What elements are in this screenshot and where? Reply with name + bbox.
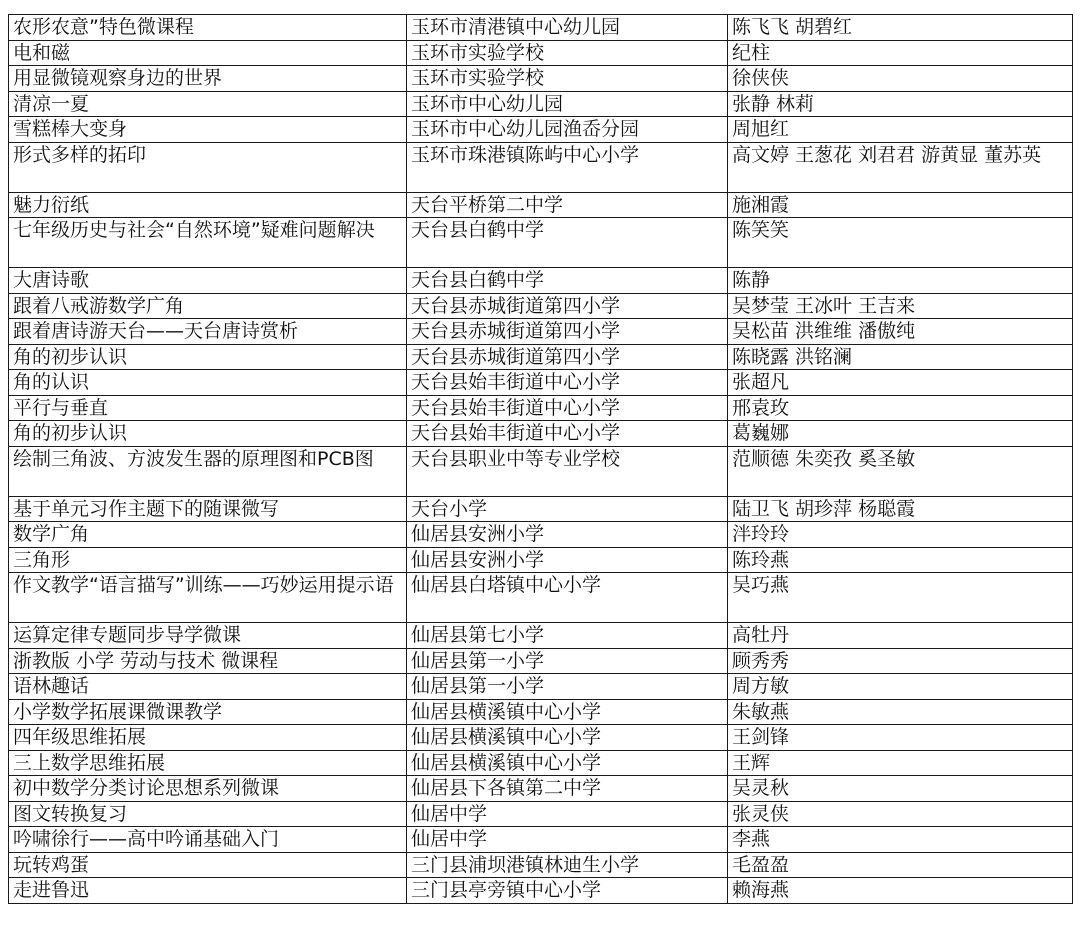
- table-row: [9, 91, 1073, 117]
- course-title-cell: 三上数学思维拓展: [9, 750, 407, 776]
- school-cell: 仙居县安洲小学: [407, 547, 728, 573]
- authors-cell: 顾秀秀: [728, 648, 1073, 674]
- authors-cell: 朱敏燕: [728, 699, 1073, 725]
- table-row: [9, 827, 1073, 853]
- school-cell: 仙居县白塔镇中心小学: [407, 573, 728, 623]
- school-cell: 天台县始丰街道中心小学: [407, 370, 728, 396]
- course-title-cell: 电和磁: [9, 40, 407, 66]
- course-title-cell: 图文转换复习: [9, 801, 407, 827]
- table-row: [9, 750, 1073, 776]
- course-title-cell: 绘制三角波、方波发生器的原理图和PCB图: [9, 446, 407, 496]
- table-row: [9, 344, 1073, 370]
- authors-cell: 陈玲燕: [728, 547, 1073, 573]
- authors-cell: 李燕: [728, 827, 1073, 853]
- authors-cell: 张静 林莉: [728, 91, 1073, 117]
- authors-cell: 陈晓露 洪铭澜: [728, 344, 1073, 370]
- course-title-cell: 浙教版 小学 劳动与技术 微课程: [9, 648, 407, 674]
- course-title-cell: 四年级思维拓展: [9, 725, 407, 751]
- table-row: [9, 40, 1073, 66]
- authors-cell: 毛盈盈: [728, 852, 1073, 878]
- school-cell: 仙居县横溪镇中心小学: [407, 699, 728, 725]
- course-table: [8, 14, 1073, 904]
- table-row: [9, 395, 1073, 421]
- school-cell: 仙居县第一小学: [407, 674, 728, 700]
- table-row: [9, 547, 1073, 573]
- school-cell: 天台县白鹤中学: [407, 218, 728, 268]
- authors-cell: 泮玲玲: [728, 522, 1073, 548]
- authors-cell: 张超凡: [728, 370, 1073, 396]
- authors-cell: 葛巍娜: [728, 421, 1073, 447]
- authors-cell: 陈飞飞 胡碧红: [728, 15, 1073, 41]
- table-row: [9, 878, 1073, 904]
- school-cell: 玉环市中心幼儿园渔岙分园: [407, 117, 728, 143]
- school-cell: 天台县赤城街道第四小学: [407, 293, 728, 319]
- table-row: [9, 218, 1073, 268]
- authors-cell: 陈笑笑: [728, 218, 1073, 268]
- authors-cell: 徐侠侠: [728, 66, 1073, 92]
- authors-cell: 王辉: [728, 750, 1073, 776]
- school-cell: 三门县亭旁镇中心小学: [407, 878, 728, 904]
- school-cell: 玉环市实验学校: [407, 40, 728, 66]
- table-row: [9, 852, 1073, 878]
- course-title-cell: 三角形: [9, 547, 407, 573]
- school-cell: 天台县始丰街道中心小学: [407, 395, 728, 421]
- table-row: [9, 15, 1073, 41]
- course-title-cell: 大唐诗歌: [9, 268, 407, 294]
- authors-cell: 邢袁玫: [728, 395, 1073, 421]
- course-title-cell: 初中数学分类讨论思想系列微课: [9, 776, 407, 802]
- authors-cell: 高牡丹: [728, 623, 1073, 649]
- authors-cell: 周旭红: [728, 117, 1073, 143]
- course-title-cell: 农形农意”特色微课程: [9, 15, 407, 41]
- table-row: [9, 421, 1073, 447]
- school-cell: 玉环市珠港镇陈屿中心小学: [407, 142, 728, 192]
- course-title-cell: 小学数学拓展课微课教学: [9, 699, 407, 725]
- course-title-cell: 清凉一夏: [9, 91, 407, 117]
- course-title-cell: 数学广角: [9, 522, 407, 548]
- school-cell: 仙居中学: [407, 801, 728, 827]
- course-title-cell: 吟啸徐行——高中吟诵基础入门: [9, 827, 407, 853]
- table-row: [9, 117, 1073, 143]
- table-row: [9, 142, 1073, 192]
- table-row: [9, 699, 1073, 725]
- table-row: [9, 370, 1073, 396]
- authors-cell: 赖海燕: [728, 878, 1073, 904]
- table-row: [9, 268, 1073, 294]
- school-cell: 天台县始丰街道中心小学: [407, 421, 728, 447]
- course-title-cell: 雪糕棒大变身: [9, 117, 407, 143]
- course-title-cell: 跟着八戒游数学广角: [9, 293, 407, 319]
- course-title-cell: 走进鲁迅: [9, 878, 407, 904]
- course-title-cell: 形式多样的拓印: [9, 142, 407, 192]
- authors-cell: 吴巧燕: [728, 573, 1073, 623]
- school-cell: 仙居县第一小学: [407, 648, 728, 674]
- table-row: [9, 623, 1073, 649]
- authors-cell: 吴梦莹 王冰叶 王吉来: [728, 293, 1073, 319]
- table-row: [9, 293, 1073, 319]
- course-title-cell: 角的初步认识: [9, 344, 407, 370]
- course-title-cell: 基于单元习作主题下的随课微写: [9, 496, 407, 522]
- authors-cell: 吴灵秋: [728, 776, 1073, 802]
- table-row: [9, 801, 1073, 827]
- table-row: [9, 66, 1073, 92]
- school-cell: 天台县赤城街道第四小学: [407, 319, 728, 345]
- table-row: [9, 522, 1073, 548]
- authors-cell: 高文婷 王葱花 刘君君 游黄显 董苏英: [728, 142, 1073, 192]
- school-cell: 仙居县下各镇第二中学: [407, 776, 728, 802]
- table-row: [9, 725, 1073, 751]
- authors-cell: 纪柱: [728, 40, 1073, 66]
- course-table-body: [9, 15, 1073, 904]
- authors-cell: 施湘霞: [728, 192, 1073, 218]
- school-cell: 玉环市清港镇中心幼儿园: [407, 15, 728, 41]
- course-title-cell: 平行与垂直: [9, 395, 407, 421]
- table-row: [9, 496, 1073, 522]
- course-title-cell: 语林趣话: [9, 674, 407, 700]
- school-cell: 三门县浦坝港镇林迪生小学: [407, 852, 728, 878]
- course-title-cell: 跟着唐诗游天台——天台唐诗赏析: [9, 319, 407, 345]
- course-title-cell: 七年级历史与社会“自然环境”疑难问题解决: [9, 218, 407, 268]
- school-cell: 天台小学: [407, 496, 728, 522]
- authors-cell: 王剑锋: [728, 725, 1073, 751]
- school-cell: 天台县白鹤中学: [407, 268, 728, 294]
- course-title-cell: 用显微镜观察身边的世界: [9, 66, 407, 92]
- course-title-cell: 运算定律专题同步导学微课: [9, 623, 407, 649]
- table-row: [9, 648, 1073, 674]
- school-cell: 天台平桥第二中学: [407, 192, 728, 218]
- table-row: [9, 192, 1073, 218]
- school-cell: 玉环市中心幼儿园: [407, 91, 728, 117]
- table-row: [9, 573, 1073, 623]
- school-cell: 玉环市实验学校: [407, 66, 728, 92]
- authors-cell: 周方敏: [728, 674, 1073, 700]
- school-cell: 仙居县横溪镇中心小学: [407, 725, 728, 751]
- course-title-cell: 作文教学“语言描写”训练——巧妙运用提示语: [9, 573, 407, 623]
- authors-cell: 吴松苗 洪维维 潘傲纯: [728, 319, 1073, 345]
- authors-cell: 张灵侠: [728, 801, 1073, 827]
- table-row: [9, 446, 1073, 496]
- table-row: [9, 674, 1073, 700]
- school-cell: 仙居县安洲小学: [407, 522, 728, 548]
- school-cell: 仙居县第七小学: [407, 623, 728, 649]
- authors-cell: 范顺德 朱奕孜 奚圣敏: [728, 446, 1073, 496]
- course-list-sheet: [8, 14, 1072, 904]
- authors-cell: 陈静: [728, 268, 1073, 294]
- course-title-cell: 玩转鸡蛋: [9, 852, 407, 878]
- authors-cell: 陆卫飞 胡珍萍 杨聪霞: [728, 496, 1073, 522]
- course-title-cell: 魅力衍纸: [9, 192, 407, 218]
- school-cell: 仙居中学: [407, 827, 728, 853]
- course-title-cell: 角的认识: [9, 370, 407, 396]
- school-cell: 天台县赤城街道第四小学: [407, 344, 728, 370]
- table-row: [9, 776, 1073, 802]
- school-cell: 天台县职业中等专业学校: [407, 446, 728, 496]
- course-title-cell: 角的初步认识: [9, 421, 407, 447]
- school-cell: 仙居县横溪镇中心小学: [407, 750, 728, 776]
- table-row: [9, 319, 1073, 345]
